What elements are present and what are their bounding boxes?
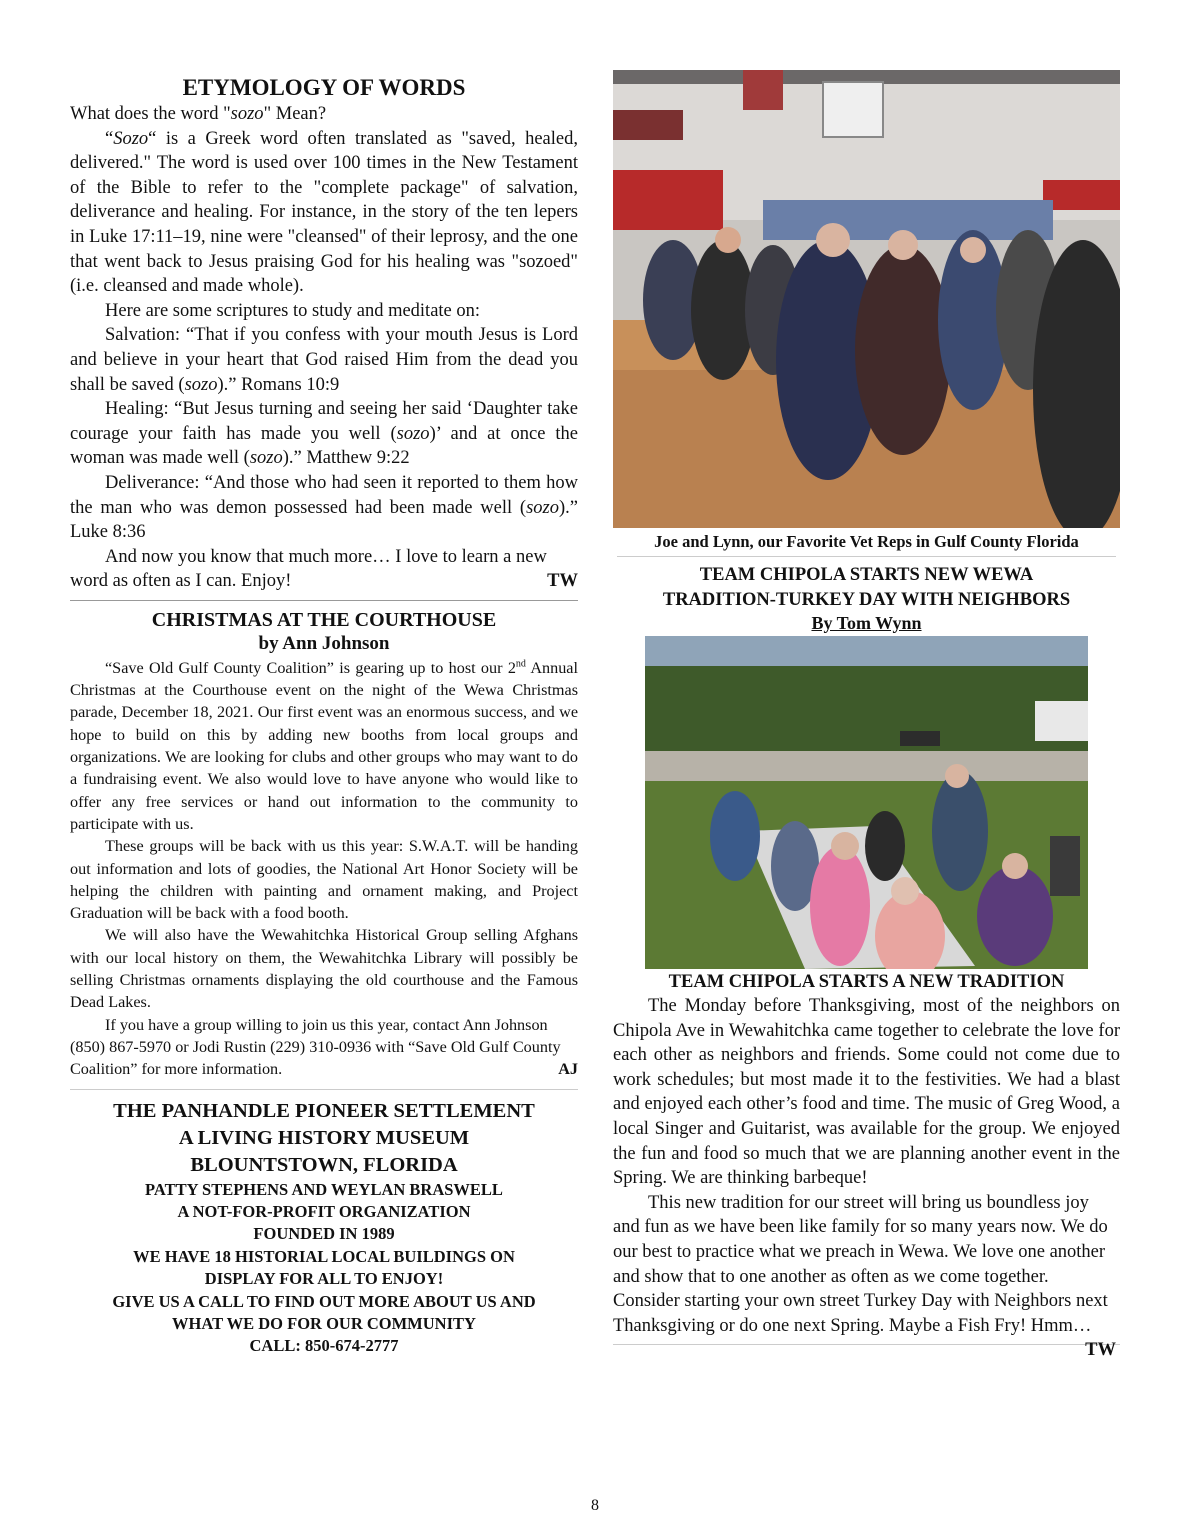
chipola-paragraph: The Monday before Thanksgiving, most of the neighbors on Chipola Ave in Wewahitchka came together to celebrate the love for each other as neighbors and friends. Some could not come due to work schedules; but most made it to the festivities. We had a blast and enjoyed each other’s food and time. The music of Greg Wood, a local Singer and Guitarist, was available for the group. We enjoyed the fun and food so much that we are planning another event in the Spring. We are thinking barbeque! xyxy=(613,996,1120,1189)
divider xyxy=(613,1344,1120,1345)
ad-line: BLOUNTSTOWN, FLORIDA xyxy=(190,1153,458,1176)
ad-line: THE PANHANDLE PIONEER SETTLEMENT xyxy=(113,1099,535,1122)
ad-line: FOUNDED IN 1989 xyxy=(253,1224,395,1244)
gym-photo xyxy=(613,70,1120,528)
gym-photo-image xyxy=(613,70,1120,528)
left-column xyxy=(70,70,578,1358)
christmas-paragraph: “Save Old Gulf County Coalition” is gearing up to host our 2nd Annual Christmas at the Courthouse event on the night of the Wewa Christmas parade, December 18, 2021. Our first event was an enormous success, and we hope to build on this by adding new booths from local groups and organizations. We are looking for clubs and other groups who may want to do a fundraising event. We also would love to have anyone who would like to offer any free services or hand out information to the community to participate with us. xyxy=(70,658,578,833)
christmas-paragraph: If you have a group willing to join us this year, contact Ann Johnson (850) 867-5970 or Jodi Rustin (229) 310-0936 with “Save Old Gulf County Coalition” for more information. AJ xyxy=(70,1014,578,1081)
ad-phone: CALL: 850-674-2777 xyxy=(249,1336,399,1356)
chipola-title-line: TEAM CHIPOLA STARTS NEW WEWA xyxy=(699,565,1034,585)
christmas-paragraph: These groups will be back with us this year: S.W.A.T. will be handing out information and lots of goodies, the National Art Honor Society will be helping the children with painting and ornament making, and Project Graduation will be back with a food booth. xyxy=(70,837,578,923)
scripture-salvation: Salvation: “That if you confess with your mouth Jesus is Lord and believe in your heart that God raised Him from the dead you shall be saved (sozo).” Romans 10:9 xyxy=(70,325,578,395)
right-column xyxy=(613,70,1120,1363)
ad-line: A NOT-FOR-PROFIT ORGANIZATION xyxy=(177,1201,471,1221)
chipola-paragraph: This new tradition for our street will bring us boundless joy and fun as we have been like family for so many years now. We do our best to practice what we preach in Wewa. We love one another and show that to one another as often as we come together. Consider starting your own street Turkey Day with Neighbors next Thanksgiving or do one next Spring. Maybe a Fish Fry! Hmm… TW xyxy=(613,1191,1120,1339)
ad-line: A LIVING HISTORY MUSEUM xyxy=(178,1126,470,1149)
ad-line: GIVE US A CALL TO FIND OUT MORE ABOUT US AND xyxy=(112,1291,536,1311)
etymology-paragraph: Here are some scriptures to study and meditate on: xyxy=(105,300,481,321)
chipola-title-line: TRADITION-TURKEY DAY WITH NEIGHBORS xyxy=(662,590,1071,610)
chipola-article xyxy=(613,994,1120,1361)
pioneer-settlement-ad xyxy=(70,1098,578,1358)
signature: AJ xyxy=(558,1060,578,1079)
divider xyxy=(70,1089,578,1090)
picnic-photo xyxy=(645,636,1088,969)
scripture-healing: Healing: “But Jesus turning and seeing her said ‘Daughter take courage your faith has made you well (sozo)’ and at once the woman was made well (sozo).” Matthew 9:22 xyxy=(70,399,578,469)
ad-line: PATTY STEPHENS AND WEYLAN BRASWELL xyxy=(145,1179,503,1199)
picnic-photo-image xyxy=(645,636,1088,969)
page-number: 8 xyxy=(591,1497,599,1514)
etymology-closing: And now you know that much more… I love to learn a new word as often as I can. Enjoy! TW xyxy=(70,545,578,594)
christmas-paragraph: We will also have the Wewahitchka Historical Group selling Afghans with our local history on them, the Wewahitchka Library will possibly be selling Christmas ornaments displaying the old courthouse and the Famous Dead Lakes. xyxy=(70,926,578,1012)
signature: TW xyxy=(547,571,578,592)
christmas-article xyxy=(70,657,578,1081)
scripture-deliverance: Deliverance: “And those who had seen it reported to them how the man who was demon possessed had been made well (sozo).” Luke 8:36 xyxy=(70,472,578,543)
picnic-photo-caption: TEAM CHIPOLA STARTS A NEW TRADITION xyxy=(668,972,1065,992)
ad-line: DISPLAY FOR ALL TO ENJOY! xyxy=(204,1269,444,1289)
divider xyxy=(617,556,1116,557)
etymology-paragraph: “Sozo“ is a Greek word often translated as "saved, healed, delivered." The word is used over 100 times in the New Testament of the Bible to refer to the "complete package" of salvation, deliverance and healing. For instance, in the story of the ten lepers in Luke 17:11–19, nine were "cleansed" of their leprosy, and the one that went back to Jesus praising God for his healing was "sozoed" (i.e. cleansed and made whole). xyxy=(70,128,578,297)
christmas-byline: by Ann Johnson xyxy=(258,632,390,654)
etymology-title: ETYMOLOGY OF WORDS xyxy=(182,75,466,100)
chipola-byline: By Tom Wynn xyxy=(811,613,922,633)
etymology-intro: What does the word "sozo" Mean? xyxy=(70,104,327,124)
divider xyxy=(70,600,578,601)
signature: TW xyxy=(1085,1340,1116,1361)
gym-photo-caption: Joe and Lynn, our Favorite Vet Reps in Gulf County Florida xyxy=(654,532,1079,551)
ad-line: WE HAVE 18 HISTORIAL LOCAL BUILDINGS ON xyxy=(133,1246,515,1266)
ad-line: WHAT WE DO FOR OUR COMMUNITY xyxy=(172,1313,476,1333)
etymology-article xyxy=(70,102,578,594)
chipola-title xyxy=(613,563,1120,613)
christmas-title: CHRISTMAS AT THE COURTHOUSE xyxy=(151,608,497,631)
